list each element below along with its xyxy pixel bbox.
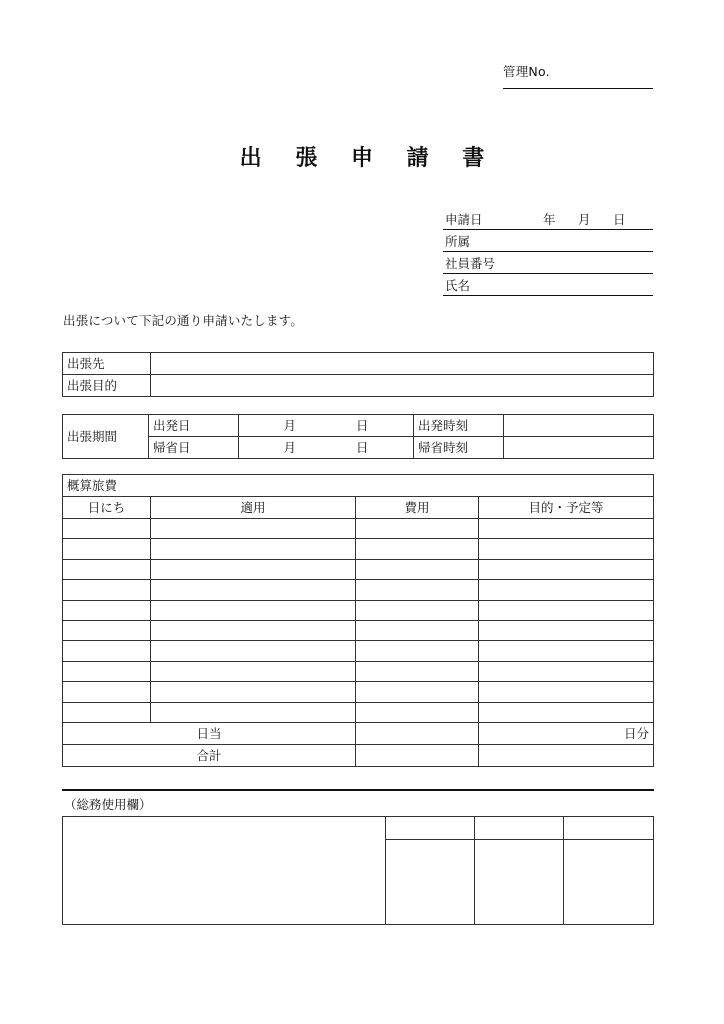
destination-table	[62, 352, 654, 397]
expense-summary-row-allowance	[63, 722, 654, 744]
expense-entry-cost[interactable]	[356, 702, 479, 722]
expense-entry-purpose[interactable]	[479, 559, 654, 579]
expense-section-title-row	[63, 475, 654, 497]
expense-entry-row	[63, 702, 654, 722]
application-date-month-unit: 月	[578, 212, 591, 227]
employee-number-label: 社員番号	[445, 256, 496, 271]
departure-time-label: 出発時刻	[414, 415, 504, 437]
expense-entry-purpose[interactable]	[479, 702, 654, 722]
expense-entry-application[interactable]	[151, 661, 356, 681]
table-row	[63, 437, 654, 459]
expense-col-application: 適用	[151, 497, 356, 519]
approval-head-2	[475, 817, 564, 840]
expense-entry-application[interactable]	[151, 620, 356, 640]
expense-entry-application[interactable]	[151, 702, 356, 722]
expense-col-date: 日にち	[63, 497, 151, 519]
expense-entry-row	[63, 600, 654, 620]
expense-entry-row	[63, 539, 654, 559]
expense-entry-row	[63, 620, 654, 640]
statement-text: 出張について下記の通り申請いたします。	[63, 313, 304, 328]
approval-head-3	[564, 817, 654, 840]
return-date-label: 帰省日	[149, 437, 239, 459]
expense-entry-row	[63, 580, 654, 600]
expense-entry-cost[interactable]	[356, 661, 479, 681]
approval-stamp-1[interactable]	[386, 840, 475, 925]
purpose-label: 出張目的	[63, 375, 151, 397]
applicant-row-employee-number	[443, 252, 653, 274]
allowance-days-note: 日分	[479, 722, 654, 744]
expense-entry-row	[63, 682, 654, 702]
expense-entry-row	[63, 559, 654, 579]
expense-entry-date[interactable]	[63, 600, 151, 620]
departure-date-label: 出発日	[149, 415, 239, 437]
expense-entry-application[interactable]	[151, 559, 356, 579]
expense-entry-cost[interactable]	[356, 600, 479, 620]
expense-entry-application[interactable]	[151, 641, 356, 661]
return-time-label: 帰省時刻	[414, 437, 504, 459]
expense-entry-row	[63, 661, 654, 681]
return-month-unit: 月	[283, 439, 297, 455]
expense-entry-purpose[interactable]	[479, 661, 654, 681]
expense-entry-application[interactable]	[151, 539, 356, 559]
expense-entry-cost[interactable]	[356, 519, 479, 539]
return-date-value[interactable]	[239, 437, 414, 459]
expense-table	[62, 474, 654, 767]
expense-section-title: 概算旅費	[63, 475, 654, 497]
departure-time-value[interactable]	[504, 415, 654, 437]
expense-entry-purpose[interactable]	[479, 620, 654, 640]
allowance-cost[interactable]	[356, 722, 479, 744]
page-title: 出 張 申 請 書	[239, 146, 498, 171]
expense-column-header-row	[63, 497, 654, 519]
general-affairs-memo[interactable]	[63, 817, 386, 925]
period-label: 出張期間	[63, 415, 149, 459]
expense-entry-purpose[interactable]	[479, 519, 654, 539]
expense-entry-application[interactable]	[151, 682, 356, 702]
application-date-label: 申請日	[445, 212, 483, 227]
expense-entry-cost[interactable]	[356, 682, 479, 702]
expense-col-purpose: 目的・予定等	[479, 497, 654, 519]
general-affairs-divider	[62, 789, 654, 791]
expense-entry-date[interactable]	[63, 559, 151, 579]
general-affairs-label: （総務使用欄）	[64, 797, 152, 812]
departure-day-unit: 日	[355, 417, 369, 433]
department-label: 所属	[445, 234, 471, 249]
approval-stamp-3[interactable]	[564, 840, 654, 925]
purpose-value[interactable]	[151, 375, 654, 397]
expense-entry-date[interactable]	[63, 682, 151, 702]
expense-entry-row	[63, 519, 654, 539]
expense-entry-date[interactable]	[63, 641, 151, 661]
admin-number-label: 管理No.	[503, 64, 550, 79]
expense-entry-date[interactable]	[63, 661, 151, 681]
total-note	[479, 744, 654, 766]
expense-entry-purpose[interactable]	[479, 600, 654, 620]
applicant-row-name	[443, 274, 653, 296]
expense-summary-row-total	[63, 744, 654, 766]
return-day-unit: 日	[355, 439, 369, 455]
application-date-day-unit: 日	[613, 212, 626, 227]
expense-entry-row	[63, 641, 654, 661]
destination-label: 出張先	[63, 353, 151, 375]
table-row	[63, 415, 654, 437]
admin-number-rule	[503, 88, 653, 89]
applicant-info-block	[443, 208, 653, 296]
approval-stamp-2[interactable]	[475, 840, 564, 925]
total-cost[interactable]	[356, 744, 479, 766]
expense-entry-purpose[interactable]	[479, 641, 654, 661]
expense-entry-cost[interactable]	[356, 539, 479, 559]
expense-entry-cost[interactable]	[356, 641, 479, 661]
expense-entry-date[interactable]	[63, 539, 151, 559]
expense-entry-purpose[interactable]	[479, 682, 654, 702]
applicant-row-department	[443, 230, 653, 252]
applicant-row-application-date	[443, 208, 653, 230]
expense-entry-date[interactable]	[63, 702, 151, 722]
total-label: 合計	[63, 744, 356, 766]
expense-entry-application[interactable]	[151, 600, 356, 620]
period-table	[62, 414, 654, 459]
approval-head-1	[386, 817, 475, 840]
expense-entry-purpose[interactable]	[479, 539, 654, 559]
expense-entry-cost[interactable]	[356, 559, 479, 579]
table-row	[63, 353, 654, 375]
name-label: 氏名	[445, 278, 471, 293]
expense-entry-application[interactable]	[151, 519, 356, 539]
expense-entry-application[interactable]	[151, 580, 356, 600]
return-time-value[interactable]	[504, 437, 654, 459]
application-date-year-unit: 年	[543, 212, 556, 227]
expense-entry-date[interactable]	[63, 580, 151, 600]
departure-month-unit: 月	[283, 417, 297, 433]
expense-col-cost: 費用	[356, 497, 479, 519]
allowance-label: 日当	[63, 722, 356, 744]
general-affairs-table	[62, 816, 654, 925]
expense-entry-cost[interactable]	[356, 620, 479, 640]
table-row	[63, 375, 654, 397]
expense-entry-cost[interactable]	[356, 580, 479, 600]
expense-entry-date[interactable]	[63, 620, 151, 640]
destination-value[interactable]	[151, 353, 654, 375]
expense-entry-date[interactable]	[63, 519, 151, 539]
table-row	[63, 817, 654, 840]
expense-entry-purpose[interactable]	[479, 580, 654, 600]
departure-date-value[interactable]	[239, 415, 414, 437]
